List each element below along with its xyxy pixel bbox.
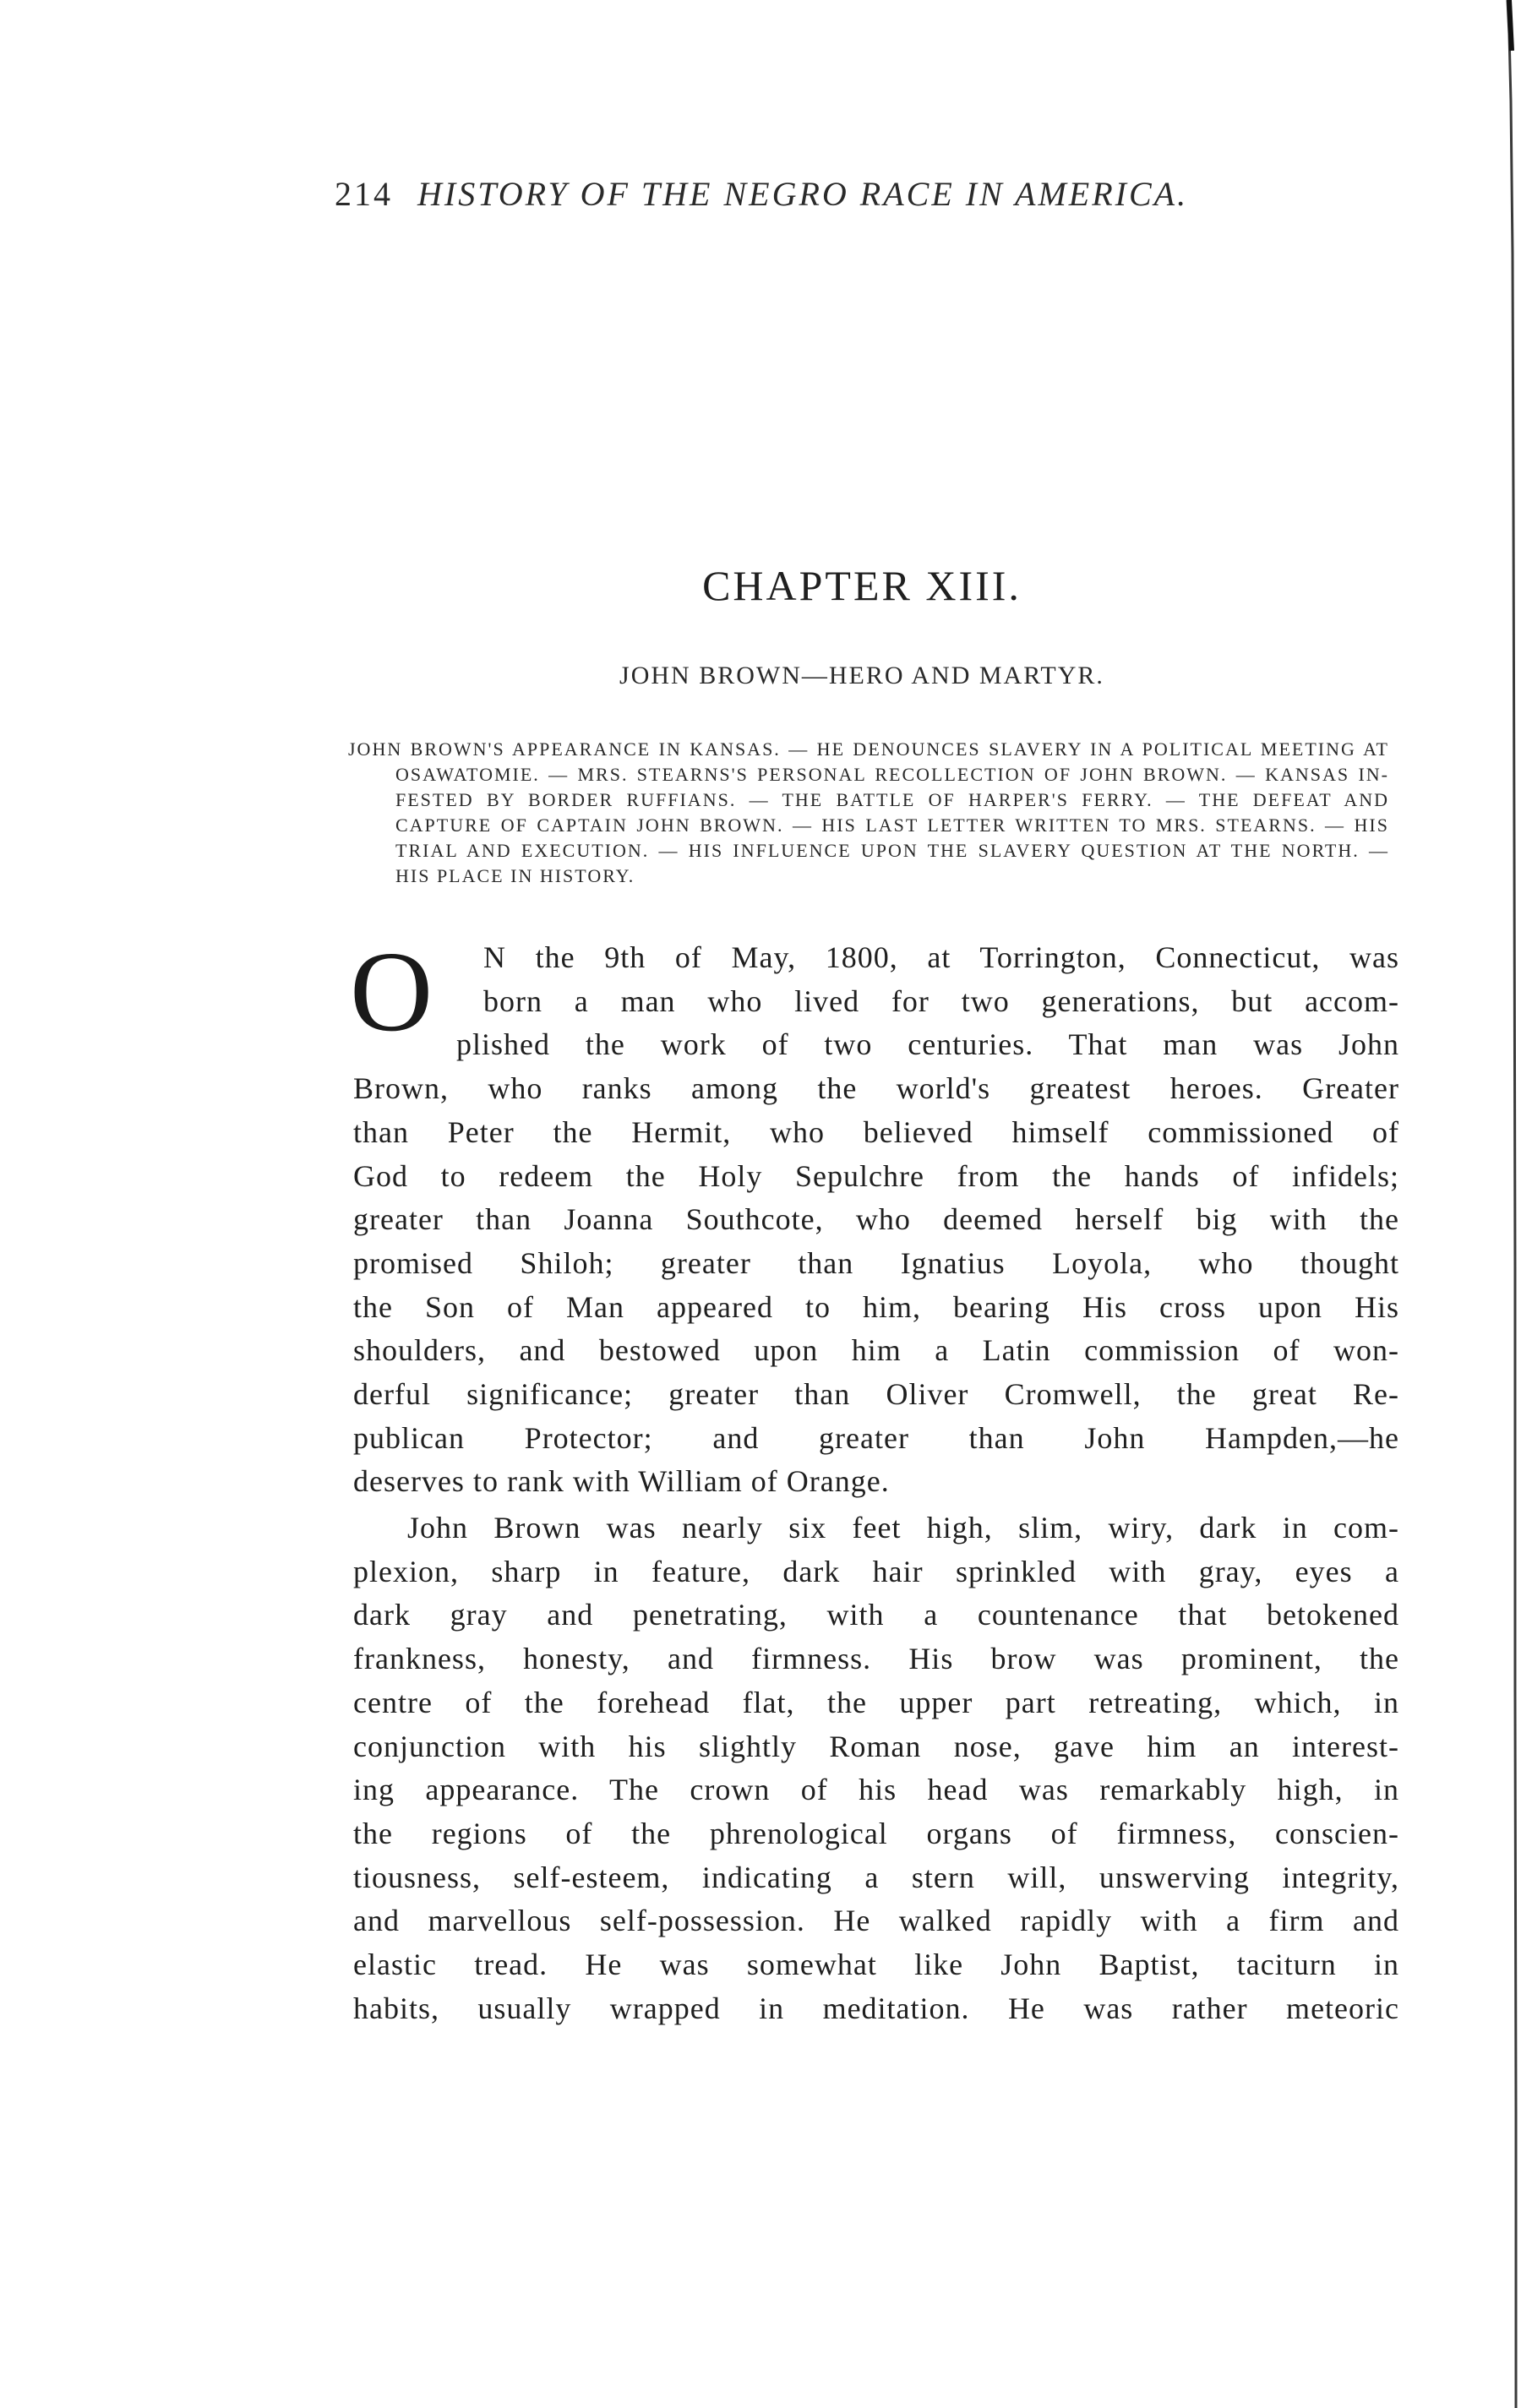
text-line: Brown, who ranks among the world's greatest heroes. Greater xyxy=(353,1071,1399,1106)
page-number: 214 xyxy=(335,175,393,213)
text-line: elastic tread. He was somewhat like John Baptist, taciturn in xyxy=(353,1948,1399,1982)
synopsis-line: CAPTURE OF CAPTAIN JOHN BROWN. — HIS LAST LETTER WRITTEN TO MRS. STEARNS. — HIS xyxy=(395,814,1389,836)
text-line: habits, usually wrapped in meditation. He was rather meteoric xyxy=(353,1991,1399,2025)
chapter-synopsis xyxy=(348,737,1389,889)
synopsis-line: HIS PLACE IN HISTORY. xyxy=(395,865,635,886)
synopsis-line: OSAWATOMIE. — MRS. STEARNS'S PERSONAL RECOLLECTION OF JOHN BROWN. — KANSAS IN- xyxy=(395,764,1389,785)
text-line: centre of the forehead flat, the upper part retreating, which, in xyxy=(353,1685,1399,1719)
running-head xyxy=(335,174,1323,214)
paragraph-1 xyxy=(353,936,1399,1504)
text-line: plexion, sharp in feature, dark hair sprinkled with gray, eyes a xyxy=(353,1554,1399,1588)
book-title: HISTORY OF THE NEGRO RACE IN AMERICA. xyxy=(417,175,1189,213)
chapter-title: JOHN BROWN—HERO AND MARTYR. xyxy=(619,662,1104,689)
text-line: born a man who lived for two generations, but accom- xyxy=(483,983,1399,1018)
text-line: frankness, honesty, and firmness. His brow was prominent, the xyxy=(353,1642,1399,1676)
chapter-number: CHAPTER XIII. xyxy=(702,562,1022,609)
synopsis-line: JOHN BROWN'S APPEARANCE IN KANSAS. — HE DENOUNCES SLAVERY IN A POLITICAL MEETING AT xyxy=(348,738,1389,760)
text-line: deserves to rank with William of Orange. xyxy=(353,1464,890,1499)
synopsis-line: TRIAL AND EXECUTION. — HIS INFLUENCE UPON THE SLAVERY QUESTION AT THE NORTH. — xyxy=(395,840,1389,861)
text-line: the Son of Man appeared to him, bearing His cross upon His xyxy=(353,1289,1399,1324)
text-line: greater than Joanna Southcote, who deemed herself big with the xyxy=(353,1202,1399,1237)
text-line: N the 9th of May, 1800, at Torrington, Connecticut, was xyxy=(483,940,1399,974)
text-line: publican Protector; and greater than John Hampden,—he xyxy=(353,1420,1399,1455)
text-line: and marvellous self-possession. He walked rapidly with a firm and xyxy=(353,1904,1399,1938)
synopsis-line: FESTED BY BORDER RUFFIANS. — THE BATTLE OF HARPER'S FERRY. — THE DEFEAT AND xyxy=(395,789,1389,810)
text-line: conjunction with his slightly Roman nose, gave him an interest- xyxy=(353,1729,1399,1763)
text-line: the regions of the phrenological organs of firmness, conscien- xyxy=(353,1816,1399,1850)
text-line: promised Shiloh; greater than Ignatius Loyola, who thought xyxy=(353,1245,1399,1280)
drop-cap: O xyxy=(350,929,433,1055)
text-line: plished the work of two centuries. That man was John xyxy=(456,1027,1399,1062)
page-edge-shadow xyxy=(1487,0,1521,2408)
text-line: ing appearance. The crown of his head was remarkably high, in xyxy=(353,1773,1399,1807)
text-line: tiousness, self-esteem, indicating a stern will, unswerving integrity, xyxy=(353,1860,1399,1894)
text-line: shoulders, and bestowed upon him a Latin commission of won- xyxy=(353,1333,1399,1368)
text-line: John Brown was nearly six feet high, slim, wiry, dark in com- xyxy=(407,1511,1399,1544)
text-line: dark gray and penetrating, with a countenance that betokened xyxy=(353,1598,1399,1632)
paragraph-2 xyxy=(353,1506,1399,2030)
text-line: derful significance; greater than Oliver Cromwell, the great Re- xyxy=(353,1377,1399,1412)
text-line: God to redeem the Holy Sepulchre from the hands of infidels; xyxy=(353,1158,1399,1193)
text-line: than Peter the Hermit, who believed himself commissioned of xyxy=(353,1114,1399,1149)
